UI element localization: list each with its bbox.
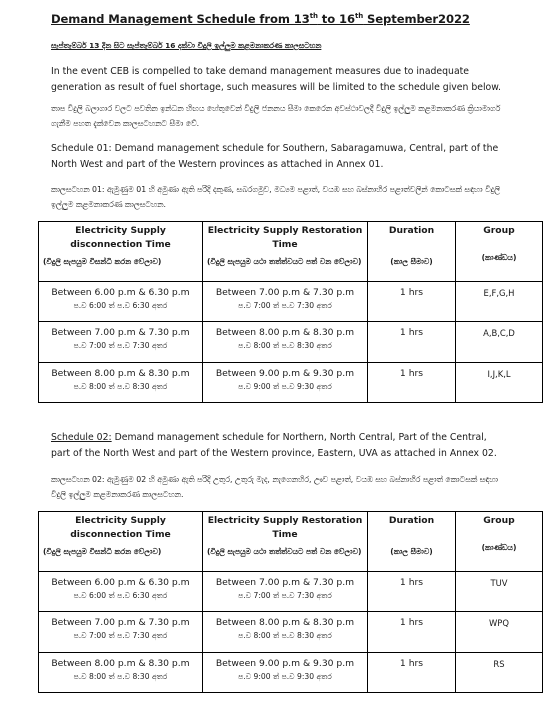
sinhala-subtitle: සැප්තැම්බර් 13 දින සිට සැප්තැම්බර් 16 දක්වා විදුලි ඉල්ලුම කළමනාකරණ කාලසටහන: [51, 41, 322, 50]
col-header-disconnect: Electricity Supply disconnection Time (විදුලි සැපයුම විසන්ධි කරන වේලාව): [39, 222, 203, 282]
intro-paragraph-en: In the event CEB is compelled to take demand management measures due to inadequate generation as result of fuel shortage, such measures will be limited to the schedule given below.: [51, 66, 501, 93]
table-row: [39, 572, 543, 612]
table-header-row: [39, 512, 543, 572]
document-title: Demand Management Schedule from 13th to 16th September2022: [51, 12, 470, 26]
col-header-restore: Electricity Supply Restoration Time (විදුලි සැපයුම යථා තත්ත්වයට පත් වන වේලාව): [203, 222, 368, 282]
duration-cell: 1 hrs: [368, 612, 456, 653]
disconnect-cell: Between 7.00 p.m & 7.30 p.m ප.ව 7:00 ත් ප.ව 7:30 අතර: [39, 322, 203, 363]
disconnect-cell: Between 6.00 p.m & 6.30 p.m ප.ව 6:00 ත් ප.ව 6:30 අතර: [39, 572, 203, 612]
schedule2-intro-en: Schedule 02: Demand management schedule for Northern, North Central, Part of the Central, part of the North West and part of the Western province, Eastern, UVA as attached in Annex 02.: [51, 432, 497, 459]
duration-cell: 1 hrs: [368, 653, 456, 693]
schedule1-intro-en: Schedule 01: Demand management schedule for Southern, Sabaragamuwa, Central, part of the North West and part of the Western provinces as attached in Annex 01.: [51, 143, 499, 170]
col-header-restore: Electricity Supply Restoration Time (විදුලි සැපයුම යථා තත්ත්වයට පත් වන වේලාව): [203, 512, 368, 572]
restore-cell: Between 9.00 p.m & 9.30 p.m ප.ව 9:00 ත් ප.ව 9:30 අතර: [203, 653, 368, 693]
intro-paragraph-si: තාප විදුලි බලාගාර වලට පවතින ඉන්ධන හිඟය හේතුවෙන් විදුලි ජනනය සීමා කෙරෙන අවස්ථාවලදී විදුලි ඉල්ලුම කළමනාකරණ ක්‍රියාමාර්ග ගැනීම පහත දැක්වෙන කාලසටහනට සීමා වේ.: [51, 104, 501, 128]
group-cell: TUV: [456, 572, 543, 612]
disconnect-cell: Between 6.00 p.m & 6.30 p.m ප.ව 6:00 ත් ප.ව 6:30 අතර: [39, 282, 203, 322]
restore-cell: Between 7.00 p.m & 7.30 p.m ප.ව 7:00 ත් ප.ව 7:30 අතර: [203, 282, 368, 322]
group-cell: E,F,G,H: [456, 282, 543, 322]
schedule1-table: [38, 221, 543, 403]
col-header-duration: Duration (කාල සීමාව): [368, 222, 456, 282]
disconnect-cell: Between 8.00 p.m & 8.30 p.m ප.ව 8:00 ත් ප.ව 8:30 අතර: [39, 363, 203, 403]
col-header-group: Group (කාණ්ඩය): [456, 222, 543, 282]
restore-cell: Between 8.00 p.m & 8.30 p.m ප.ව 8:00 ත් ප.ව 8:30 අතර: [203, 322, 368, 363]
table-header-row: [39, 222, 543, 282]
col-header-duration: Duration (කාල සීමාව): [368, 512, 456, 572]
group-cell: RS: [456, 653, 543, 693]
disconnect-cell: Between 7.00 p.m & 7.30 p.m ප.ව 7:00 ත් ප.ව 7:30 අතර: [39, 612, 203, 653]
duration-cell: 1 hrs: [368, 572, 456, 612]
col-header-disconnect: Electricity Supply disconnection Time (විදුලි සැපයුම විසන්ධි කරන වේලාව): [39, 512, 203, 572]
group-cell: WPQ: [456, 612, 543, 653]
table-row: [39, 612, 543, 653]
table-row: [39, 322, 543, 363]
restore-cell: Between 9.00 p.m & 9.30 p.m ප.ව 9:00 ත් ප.ව 9:30 අතර: [203, 363, 368, 403]
table-row: [39, 282, 543, 322]
table-row: [39, 363, 543, 403]
group-cell: I,J,K,L: [456, 363, 543, 403]
duration-cell: 1 hrs: [368, 322, 456, 363]
restore-cell: Between 8.00 p.m & 8.30 p.m ප.ව 8:00 ත් ප.ව 8:30 අතර: [203, 612, 368, 653]
group-cell: A,B,C,D: [456, 322, 543, 363]
duration-cell: 1 hrs: [368, 363, 456, 403]
schedule2-intro-si: කාලසටහන 02: ඇමුණුම 02 හි අමුණා ඇති පරිදි උතුර, උතුරු මැද, නැගෙනහිර, ඌව පළාත්, වයඹ සහ බස්නාහිර පළාත් කොටසක් සඳහා විදුලි ඉල්ලුම කළමනාකරණ කාලසටහන.: [51, 475, 498, 499]
restore-cell: Between 7.00 p.m & 7.30 p.m ප.ව 7:00 ත් ප.ව 7:30 අතර: [203, 572, 368, 612]
col-header-group: Group (කාණ්ඩය): [456, 512, 543, 572]
schedule1-intro-si: කාලසටහන 01: ඇමුණුම 01 හි අමුණා ඇති පරිදි දකුණ, සබරගමුව, මධ්‍යම පළාත්, වයඹ සහ බස්නාහිර පළාත්වලින් කොටසක් සඳහා විදුලි ඉල්ලුම කළමනාකරණ කාලසටහන.: [51, 185, 501, 209]
schedule2-table: [38, 511, 543, 693]
disconnect-cell: Between 8.00 p.m & 8.30 p.m ප.ව 8:00 ත් ප.ව 8:30 අතර: [39, 653, 203, 693]
duration-cell: 1 hrs: [368, 282, 456, 322]
table-row: [39, 653, 543, 693]
